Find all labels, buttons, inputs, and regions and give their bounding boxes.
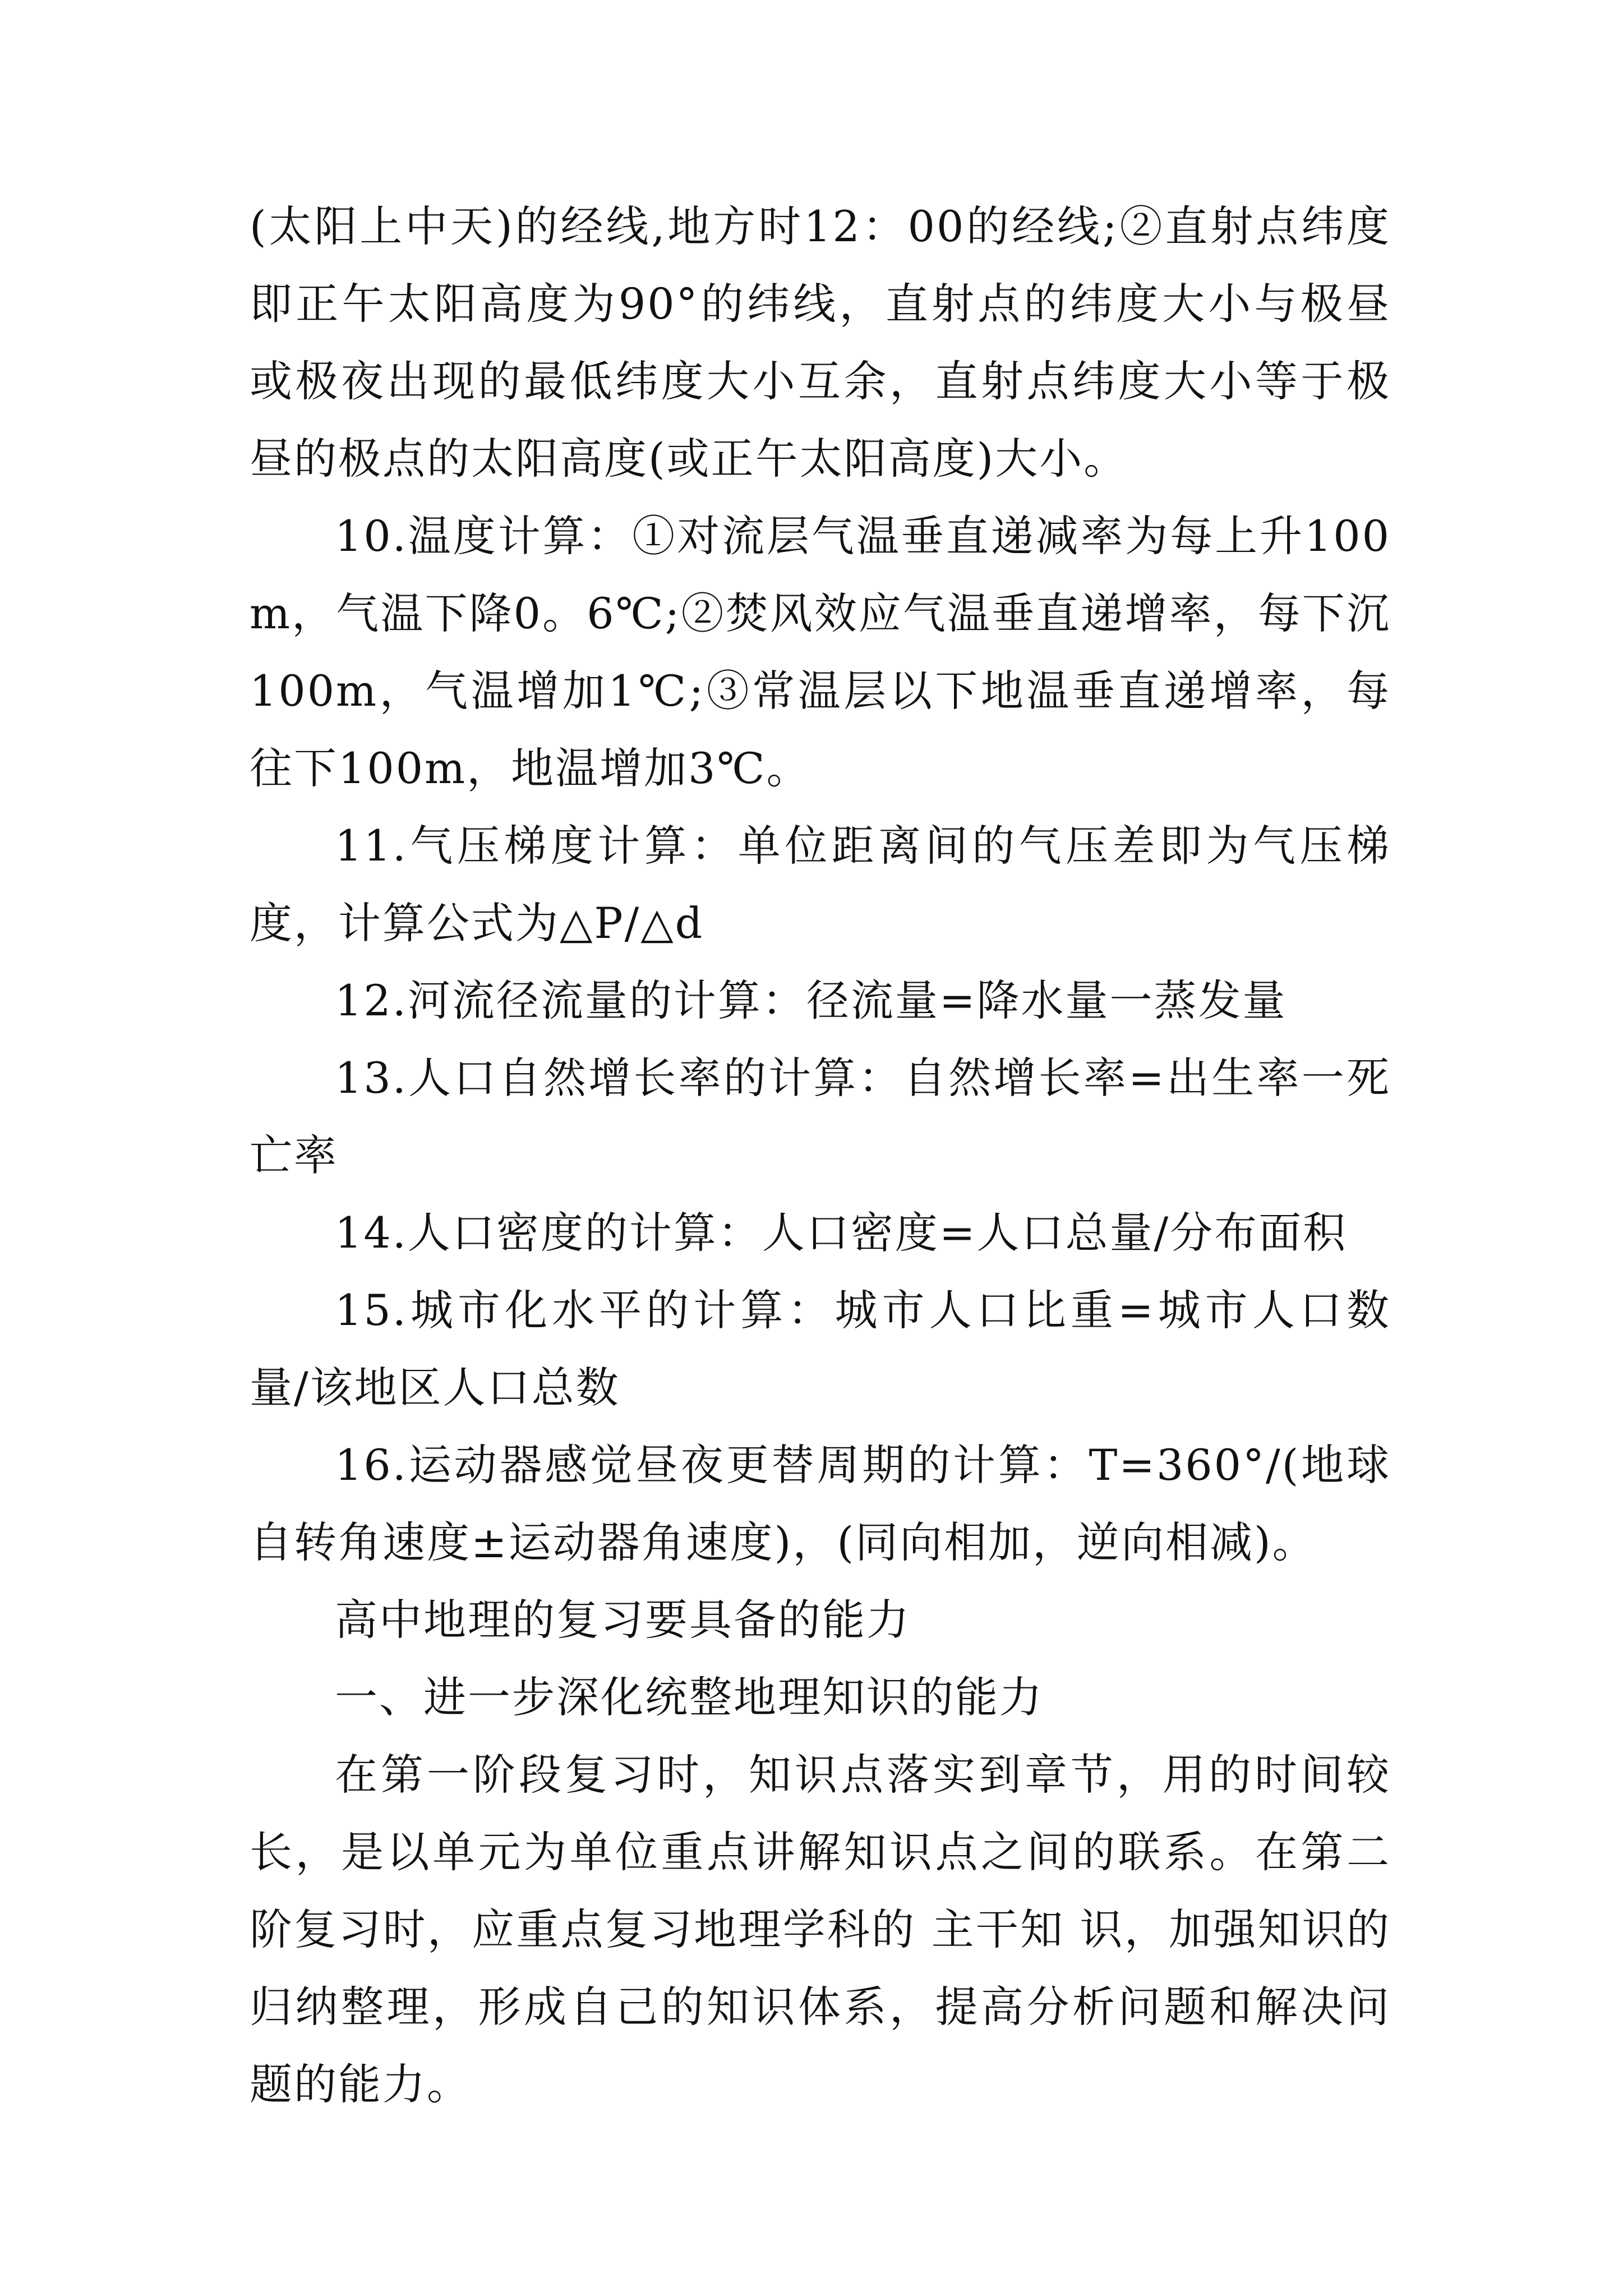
paragraph-runoff-calc: 12.河流径流量的计算：径流量=降水量一蒸发量 [335,976,1287,1025]
paragraph-urbanization: 15.城市化水平的计算：城市人口比重=城市人口数量/该地区人口总数 [250,1285,1391,1412]
paragraph-sun-latitude: (太阳上中天)的经线,地方时12：00的经线;②直射点纬度即正午太阳高度为90°的纬线，直射点的纬度大小与极昼或极夜出现的最低纬度大小互余，直射点纬度大小等于极昼的极点的太阳高度(或正午太阳高度)大小。 [250,201,1391,484]
document-body [250,188,1391,2123]
paragraph-temperature-calc: 10.温度计算：①对流层气温垂直递减率为每上升100m，气温下降0。6℃;②焚风效应气温垂直递增率，每下沉100m，气温增加1℃;③常温层以下地温垂直递增率，每往下100m，地温增加3℃。 [250,511,1391,793]
paragraph-population-density: 14.人口密度的计算：人口密度=人口总量/分布面积 [335,1208,1348,1258]
paragraph-day-night-cycle: 16.运动器感觉昼夜更替周期的计算：T=360°/(地球自转角速度±运动器角速度)，(同向相加，逆向相减)。 [250,1440,1391,1567]
paragraph-natural-growth: 13.人口自然增长率的计算：自然增长率=出生率一死亡率 [250,1053,1391,1180]
paragraph-pressure-gradient: 11.气压梯度计算：单位距离间的气压差即为气压梯度，计算公式为△P/△d [250,821,1391,948]
section-heading: 高中地理的复习要具备的能力 [335,1595,911,1645]
subsection-heading: 一、进一步深化统整地理知识的能力 [335,1672,1044,1722]
paragraph-review-method: 在第一阶段复习时，知识点落实到章节，用的时间较长，是以单元为单位重点讲解知识点之间的联系。在第二阶复习时，应重点复习地理学科的 主干知 识，加强知识的归纳整理，形成自己的知识体系，提高分析问题和解决问题的能力。 [250,1750,1391,2109]
